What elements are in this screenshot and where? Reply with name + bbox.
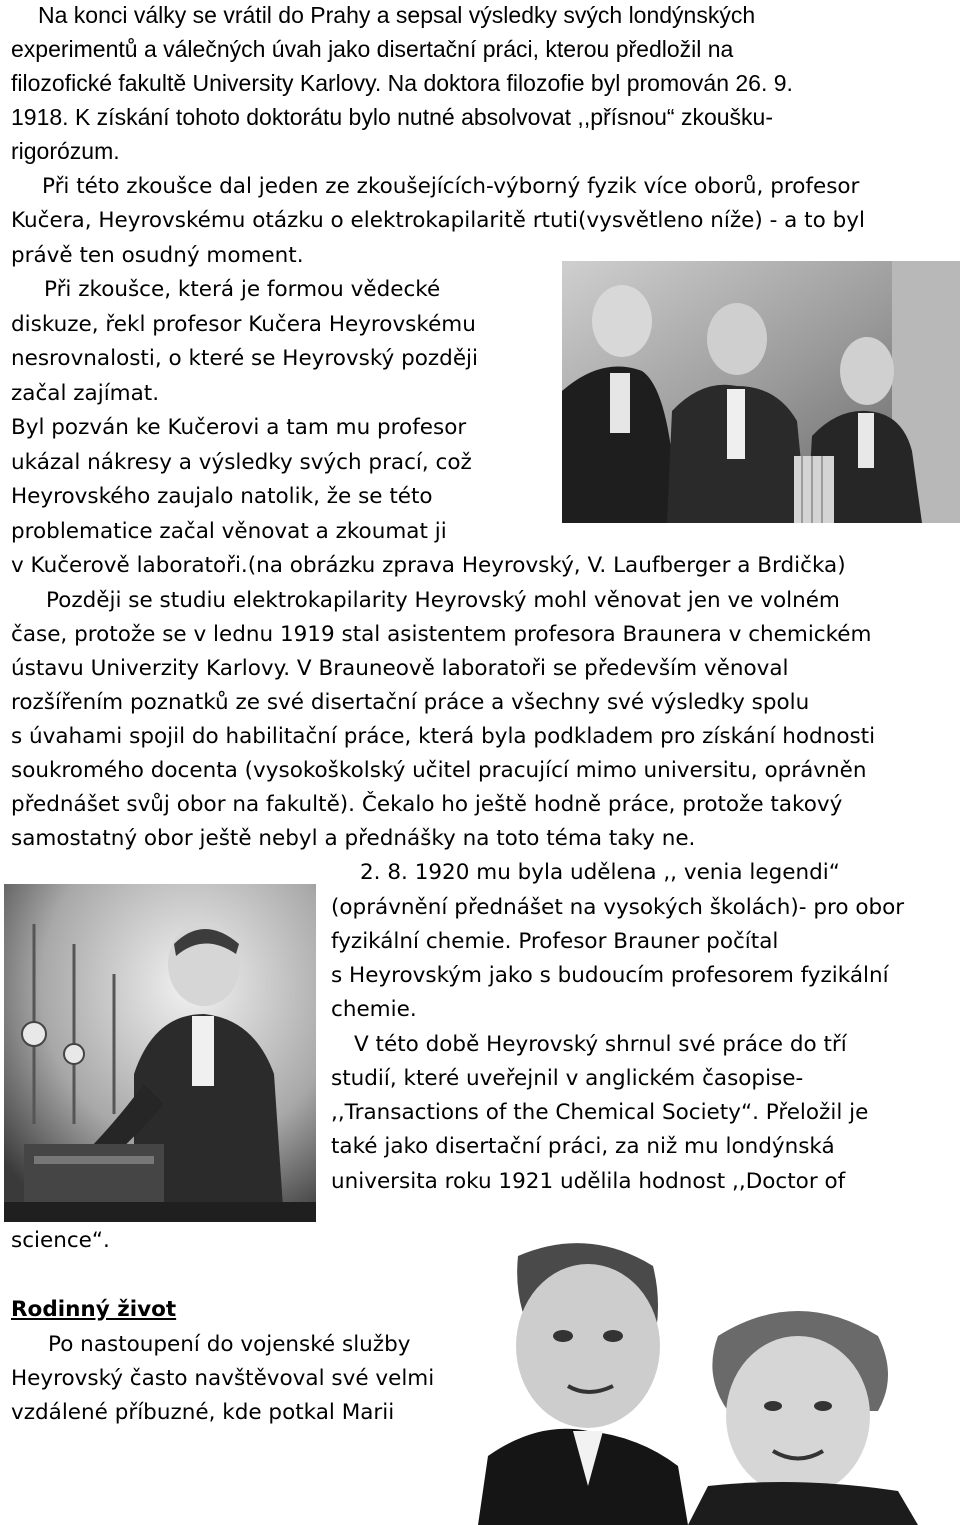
photo-couple-illustration bbox=[478, 1226, 960, 1525]
venia-line: fyzikální chemie. Profesor Brauner počítal bbox=[331, 929, 779, 954]
intro-line: 1918. K získání tohoto doktorátu bylo nutné absolvovat ,,přísnou“ zkoušku- bbox=[11, 104, 774, 130]
photo-three-men bbox=[562, 261, 960, 523]
career-line: samostatný obor ještě nebyl a přednášky na toto téma taky ne. bbox=[11, 826, 696, 851]
venia-line: (oprávnění přednášet na vysokých školách)- pro obor bbox=[331, 895, 905, 920]
exam-line: právě ten osudný moment. bbox=[11, 243, 304, 268]
exam-line: začal zajímat. bbox=[11, 381, 160, 406]
exam-line: Kučera, Heyrovskému otázku o elektrokapilaritě rtuti(vysvětleno níže) - a to byl bbox=[11, 208, 865, 233]
venia-line: universita roku 1921 udělila hodnost ,,Doctor of bbox=[331, 1169, 846, 1194]
career-line: ústavu Univerzity Karlovy. V Brauneově laboratoři se především věnoval bbox=[11, 656, 789, 681]
photo-couple bbox=[478, 1226, 960, 1525]
exam-line: Při zkoušce, která je formou vědecké bbox=[44, 277, 441, 302]
venia-line: studií, které uveřejnil v anglickém časopise- bbox=[331, 1066, 804, 1091]
career-line: rozšířením poznatků ze své disertační práce a všechny své výsledky spolu bbox=[11, 690, 810, 715]
section-heading: Rodinný život bbox=[11, 1297, 177, 1322]
venia-line: science“. bbox=[11, 1228, 110, 1253]
exam-line: Heyrovského zaujalo natolik, že se této bbox=[11, 484, 433, 509]
family-line: Heyrovský často navštěvoval své velmi bbox=[11, 1366, 435, 1391]
exam-line: problematice začal věnovat a zkoumat ji bbox=[11, 519, 447, 544]
exam-line: v Kučerově laboratoři.(na obrázku zprava Heyrovský, V. Laufberger a Brdička) bbox=[11, 553, 846, 578]
career-line: soukromého docenta (vysokoškolský učitel pracující mimo universitu, oprávněn bbox=[11, 758, 867, 783]
venia-line: 2. 8. 1920 mu byla udělena ,, venia legendi“ bbox=[360, 860, 840, 885]
exam-line: Při této zkoušce dal jeden ze zkoušejících-výborný fyzik více oborů, profesor bbox=[42, 174, 860, 199]
career-line: přednášet svůj obor na fakultě). Čekalo ho ještě hodně práce, protože takový bbox=[11, 792, 843, 817]
photo-three-men-illustration bbox=[562, 261, 960, 523]
family-line: vzdálené příbuzné, kde potkal Marii bbox=[11, 1400, 395, 1425]
venia-line: V této době Heyrovský shrnul své práce do tří bbox=[354, 1032, 847, 1057]
venia-line: chemie. bbox=[331, 997, 417, 1022]
venia-line: s Heyrovským jako s budoucím profesorem fyzikální bbox=[331, 963, 889, 988]
photo-laboratory bbox=[4, 884, 316, 1222]
exam-line: diskuze, řekl profesor Kučera Heyrovskému bbox=[11, 312, 476, 337]
photo-laboratory-illustration bbox=[4, 884, 316, 1222]
intro-line: experimentů a válečných úvah jako disertační práci, kterou předložil na bbox=[11, 36, 734, 62]
career-line: čase, protože se v lednu 1919 stal asistentem profesora Braunera v chemickém bbox=[11, 622, 872, 647]
family-line: Po nastoupení do vojenské služby bbox=[48, 1332, 411, 1357]
intro-line: filozofické fakultě University Karlovy. Na doktora filozofie byl promován 26. 9. bbox=[11, 70, 793, 96]
venia-line: také jako disertační práci, za niž mu londýnská bbox=[331, 1134, 835, 1159]
venia-line: ,,Transactions of the Chemical Society“. Přeložil je bbox=[331, 1100, 869, 1125]
exam-line: Byl pozván ke Kučerovi a tam mu profesor bbox=[11, 415, 467, 440]
intro-line: rigorózum. bbox=[11, 138, 120, 164]
career-line: Později se studiu elektrokapilarity Heyrovský mohl věnovat jen ve volném bbox=[46, 588, 840, 613]
intro-line: Na konci války se vrátil do Prahy a sepsal výsledky svých londýnských bbox=[38, 2, 756, 28]
career-line: s úvahami spojil do habilitační práce, která byla podkladem pro získání hodnosti bbox=[11, 724, 876, 749]
exam-line: nesrovnalosti, o které se Heyrovský později bbox=[11, 346, 479, 371]
exam-line: ukázal nákresy a výsledky svých prací, což bbox=[11, 450, 472, 475]
